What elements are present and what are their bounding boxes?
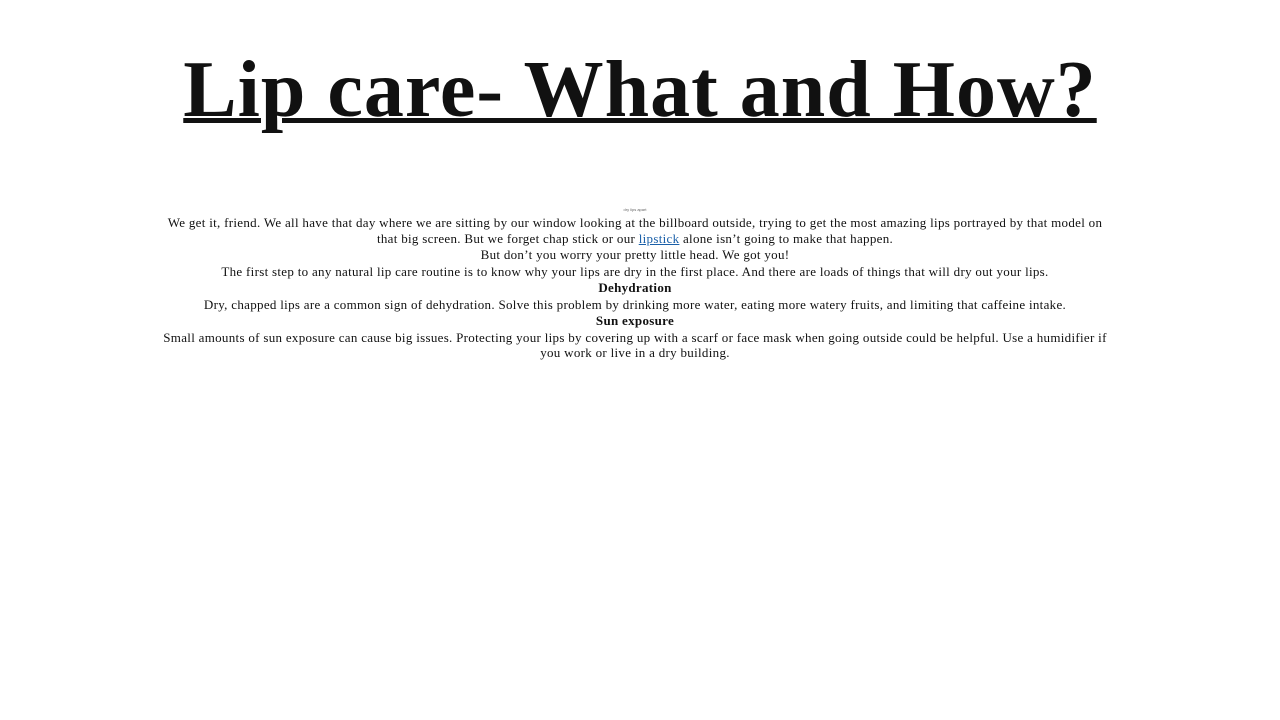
article-body	[160, 215, 1110, 362]
first-step-paragraph: The first step to any natural lip care routine is to know why your lips are dry in the first place. And there are loads of things that will dry out your lips.	[221, 263, 1049, 279]
intro-paragraph	[160, 215, 1110, 246]
section-body-dehydration: Dry, chapped lips are a common sign of dehydration. Solve this problem by drinking more water, eating more watery fruits, and limiting that caffeine intake.	[203, 296, 1067, 312]
page-title-text: Lip care- What and How?	[183, 46, 1097, 134]
section-heading-dehydration: Dehydration	[598, 280, 672, 295]
intro-text-after-link: alone isn’t going to make that happen.	[679, 230, 894, 246]
section-heading-sun-exposure: Sun exposure	[595, 313, 675, 328]
reassure-paragraph: But don’t you worry your pretty little head. We got you!	[480, 247, 790, 262]
section-body-sun-exposure: Small amounts of sun exposure can cause big issues. Protecting your lips by covering up with a scarf or face mask when going outside could be helpful. Use a humidifier if you work or live in a dry building.	[163, 329, 1107, 360]
page-title	[0, 44, 1280, 136]
image-caption: dry lips apart	[623, 207, 647, 212]
lipstick-link[interactable]: lipstick	[638, 230, 680, 246]
intro-text-before-link: We get it, friend. We all have that day where we are sitting by our window looking at the billboard outside, trying to get the most amazing lips portrayed by that model on that big screen. But we forget chap stick or our	[167, 215, 1103, 246]
